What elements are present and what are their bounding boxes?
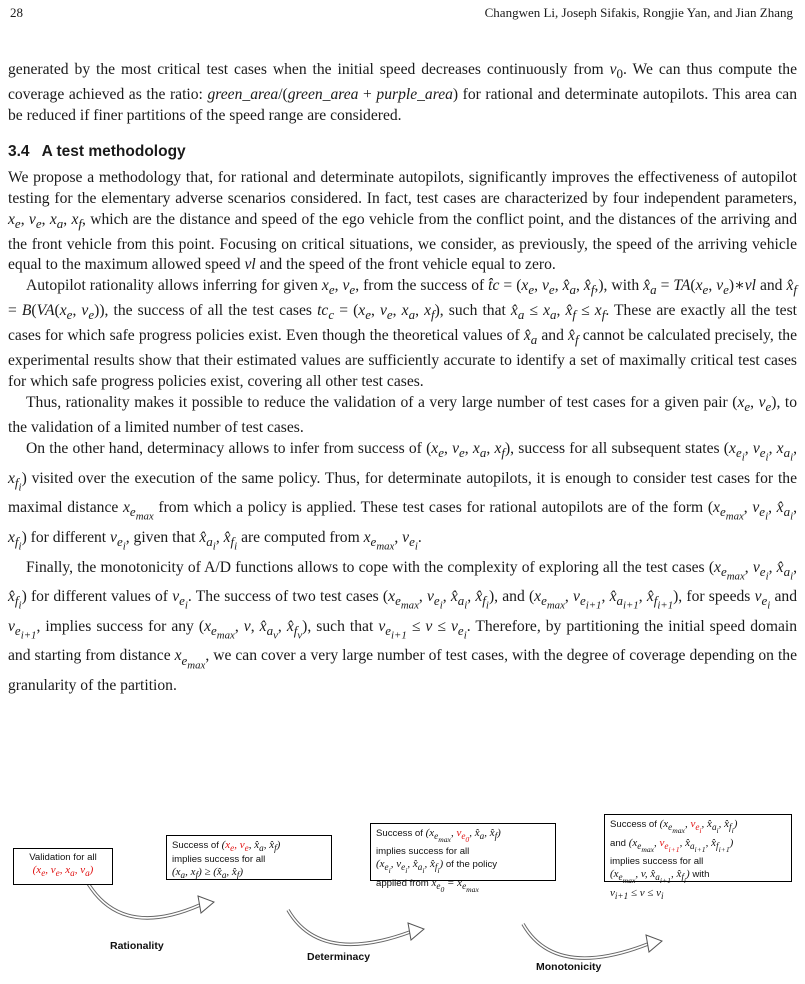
- box-validation-formula: ($x_e$, $v_e$, $x_a$, $v_a$): [32, 864, 94, 879]
- box-rationality-line2: implies success for all: [172, 854, 266, 866]
- box-determinacy-line1: Success of: [376, 828, 423, 839]
- body-text: [8, 60, 797, 697]
- box-rationality-line1: Success of: [172, 840, 219, 851]
- label-rationality: Rationality: [110, 940, 164, 952]
- arrow-rationality: [86, 880, 200, 918]
- box-determinacy-line4: applied from: [376, 878, 429, 890]
- box-determinacy-line3: of the policy: [445, 859, 498, 871]
- running-head-authors: Changwen Li, Joseph Sifakis, Rongjie Yan, and Jian Zhang: [484, 5, 793, 20]
- box-monotonicity-line1: Success of: [610, 819, 657, 830]
- box-validation: [13, 848, 113, 885]
- arrow-monotonicity: [523, 924, 648, 958]
- section-title: A test methodology: [41, 142, 186, 160]
- box-monotonicity-line3: implies success for all: [610, 856, 704, 868]
- arrow-determinacy: [288, 910, 410, 944]
- paragraph-reduce: Thus, rationality makes it possible to reduce the validation of a very large number of test cases for a given pair ($x_e$, $v_e$), to the validation of a limited number of test cases.: [8, 394, 797, 437]
- label-determinacy: Determinacy: [307, 951, 371, 963]
- box-rationality: Success of ($x_e$, $v_e$, $x̂_a$, $x̂_f$) implies success for all ($x_a$, $x_f$) ≥ ($x̂_a$, $x̂_f$): [166, 835, 332, 880]
- box-monotonicity-line2: and: [610, 838, 627, 850]
- paragraph-determinacy: On the other hand, determinacy allows to infer from success of ($x_e$, $v_e$, $x_a$, $x_f$), success for all subsequent states ($x_{e_i}$, $v_{e_i}$, $x_{a_i}$, $x_{f_i}$) visited over the execution of the same policy. Thus, for determinate autopilots, it is enough to consider test cases for the maximal distance $x_{e_{max}}$ from which a policy is applied. These test cases for rational autopilots are of the form ($x_{e_{max}}$, $v_{e_i}$, $x̂_{a_i}$, $x_{f_i}$) for different $v_{e_i}$, given that $x̂_{a_i}$, $x̂_{f_i}$ are computed from $x_{e_{max}}$, $v_{e_i}$.: [8, 440, 798, 553]
- arrowhead-2: [408, 923, 424, 940]
- label-monotonicity: Monotonicity: [536, 961, 602, 973]
- page-number: 28: [10, 5, 23, 20]
- box-monotonicity-line4: with: [692, 869, 710, 881]
- box-determinacy: Success of ($x_{e_{max}}$, $v_{e_0}$, $x̂_a$, $x̂_f$) implies success for all ($x_{e_i}$, $v_{e_i}$, $x̂_{a_i}$, $x̂_{f_i}$) of the policy applied from $x_{e_0} = x_{e_{max}}$: [370, 823, 556, 881]
- section-heading: [8, 142, 797, 163]
- paragraph-rationality: Autopilot rationality allows inferring for given $x_e$, $v_e$, from the success of t̂c = ($x_e$, $v_e$, $x̂_a$, $x̂_f$,), with $x̂_a = TA(x_e$, $v_e)∗vl$ and $x̂_f = B(VA(x_e$, $v_e$)), the success of all the test cases $tc_c = (x_e$, $v_e$, $x_a$, $x_f$), such that $x̂_a \le x_a$, $x̂_f \le x_f$. These are exactly all the test cases for which safe progress policies exist. Even though the theoretical values of $x̂_a$ and $x̂_f$ cannot be calculated precisely, the experimental results show that their estimated values are sufficiently accurate to identify a set of maximally critical test cases for which safe progress policies exist, covering all other test cases.: [8, 277, 798, 391]
- box-monotonicity: Success of ($x_{e_{max}}$, $v_{e_i}$, $x̂_{a_i}$, $x̂_{f_i}$) and ($x_{e_{max}}$, $v_{e_{i+1}}$, $x̂_{a_{i+1}}$, $x̂_{f_{i+1}}$) implies success for all ($x_{e_{max}}$, v, $x̂_{a_{i+1}}$, $x̂_{f_i}$) with $v_{i+1} \le v \le v_i$: [604, 814, 792, 882]
- arrowhead-1: [198, 896, 214, 913]
- section-number: 3.4: [8, 142, 30, 160]
- box-validation-label: Validation for all: [29, 852, 97, 863]
- paragraph-coverage: generated by the most critical test cases when the initial speed decreases continuously from $v_0$. We can thus compute the coverage achieved as the ratio: green_area/(green_area + purple_area) for rational and determinate autopilots. This area can be reduced if finer partitions of the speed range are considered.: [8, 61, 798, 124]
- paragraph-methodology: We propose a methodology that, for rational and determinate autopilots, significantly improves the effectiveness of autopilot testing for the elementary adverse scenarios considered. In fact, test cases are characterized by four independent parameters, $x_e$, $v_e$, $x_a$, $x_f$, which are the distance and speed of the ego vehicle from the conflict point, and the distances of the arriving and the front vehicle from this point. Focusing on critical situations, we consider, as previously, the speed of the arriving vehicle equal to the maximum allowed speed vl and the speed of the front vehicle equal to zero.: [8, 168, 798, 274]
- paragraph-monotonicity: Finally, the monotonicity of A/D functions allows to cope with the complexity of exploring all the test cases ($x_{e_{max}}$, $v_{e_i}$, $x̂_{a_i}$, $x̂_{f_i}$) for different values of $v_{e_i}$. The success of two test cases ($x_{e_{max}}$, $v_{e_i}$, $x̂_{a_i}$, $x̂_{f_i}$), and ($x_{e_{max}}$, $v_{e_{i+1}}$, $x̂_{a_{i+1}}$, $x̂_{f_{i+1}}$), for speeds $v_{e_i}$ and $v_{e_{i+1}}$, implies success for any ($x_{e_{max}}$, v, $x̂_{a_v}$, $x̂_{f_v}$), such that $v_{e_{i+1}} \le v \le v_{e_i}$. Therefore, by partitioning the initial speed domain and starting from distance $x_{e_{max}}$, we can cover a very large number of test cases, with the degree of coverage depending on the granularity of the partition.: [8, 558, 798, 695]
- box-determinacy-line2: implies success for all: [376, 846, 470, 858]
- arrowhead-3: [646, 935, 662, 952]
